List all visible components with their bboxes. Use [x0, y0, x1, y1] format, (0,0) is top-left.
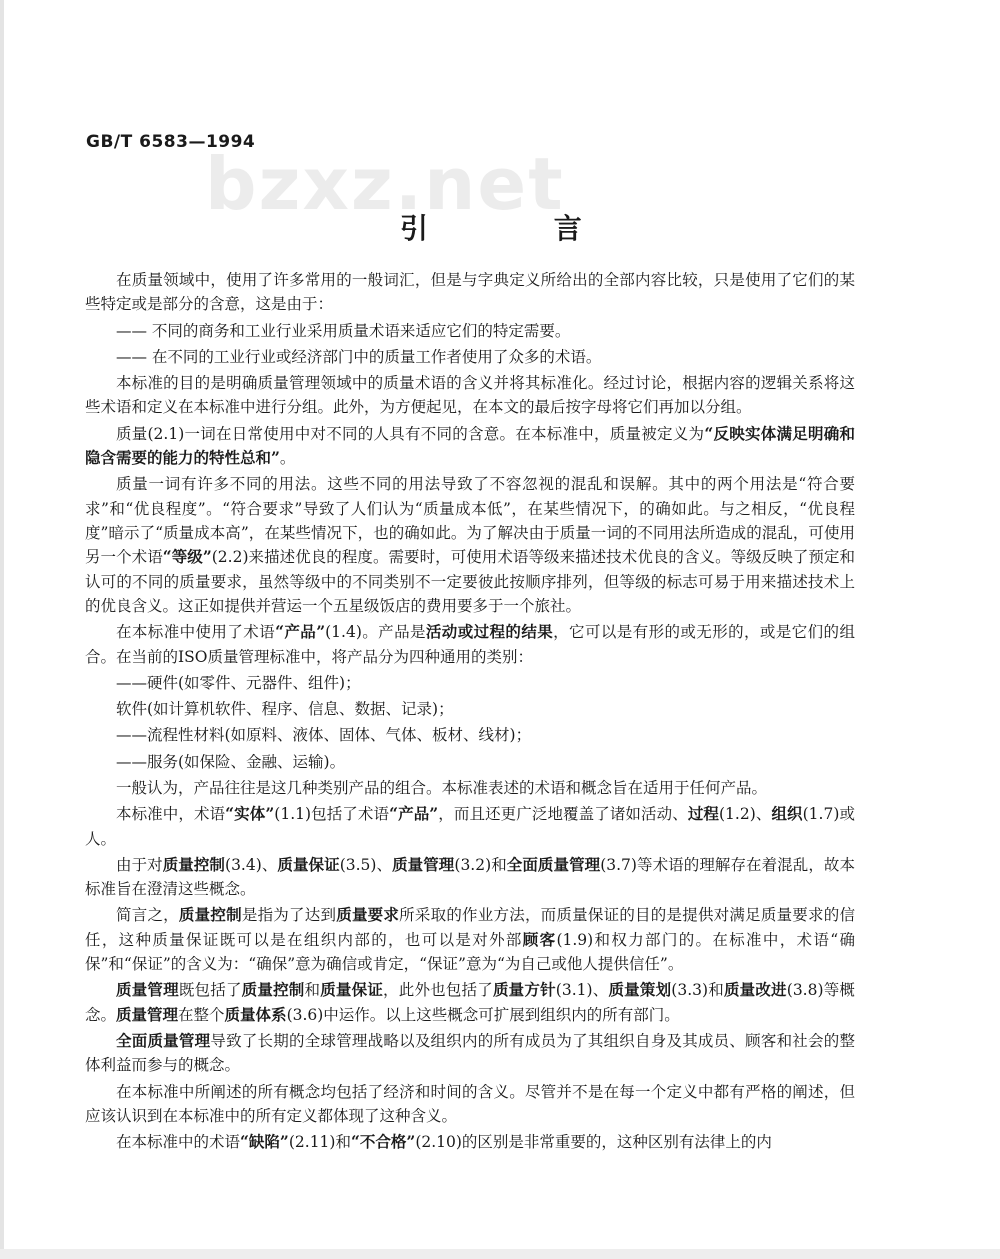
text-run: 软件(如计算机软件、程序、信息、数据、记录)； — [116, 700, 454, 719]
category-item-software — [85, 697, 855, 721]
text-run: ——流程性材料(如原料、液体、固体、气体、板材、线材)； — [116, 726, 532, 745]
term-bold: “实体” — [225, 804, 275, 824]
term-bold: “等级” — [162, 547, 212, 567]
text-run: 本标准的目的是明确质量管理领域中的质量术语的含义并将其标准化。经过讨论，根据内容的逻辑关系将这些术语和定义在本标准中进行分组。此外，为方便起见，在本文的最后按字母将它们再加以分组。 — [85, 374, 855, 417]
text-run: (3.3)和 — [671, 981, 724, 1000]
paragraph-purpose — [85, 371, 855, 420]
text-run: ，它可以是有形的或无形的，或是它们的组合。在当前的ISO质量管理标准中，将产品分为四种通用的类别： — [85, 623, 855, 666]
text-run: 既包括了 — [178, 981, 242, 1000]
paragraph-defect-nonconformity — [85, 1130, 855, 1154]
term-bold: 活动或过程的结果 — [425, 622, 554, 642]
text-run: (2.11)和 — [288, 1133, 351, 1152]
text-run: (3.4)、 — [225, 855, 278, 874]
term-bold: 质量要求 — [336, 905, 400, 925]
text-run: 导致了长期的全球管理战略以及组织内的所有成员为了其组织自身及其成员、顾客和社会的整体利益而参与的概念。 — [85, 1031, 855, 1075]
text-run: 在本标准中所阐述的所有概念均包括了经济和时间的含义。尽管并不是在每一个定义中都有严格的阐述，但应该认识到在本标准中的所有定义都体现了这种含义。 — [85, 1082, 855, 1125]
text-run: 简言之， — [116, 906, 179, 925]
text-run: ——服务(如保险、金融、运输)。 — [116, 752, 346, 771]
term-bold: 全面质量管理 — [506, 854, 601, 874]
paragraph-entity — [85, 802, 855, 851]
text-run: (3.7)等术语的理解存在着混乱，故本标准旨在澄清这些概念。 — [85, 855, 855, 899]
term-bold: 质量控制 — [178, 905, 242, 925]
text-run: 是指为了达到 — [241, 906, 337, 925]
term-bold: 过程 — [687, 804, 719, 824]
term-bold: 质量保证 — [320, 980, 384, 1000]
text-run: (1.9)和权力部门的。在标准中，术语“确保”和“保证”的含义为：“确保”意为确信或肯定，“保证”意为“为自己或他人提供信任”。 — [85, 930, 855, 974]
text-run: 质量一词有许多不同的用法。这些不同的用法导致了不容忽视的混乱和误解。其中的两个用法是“符合要求”和“优良程度”。“符合要求”导致了人们认为“质量成本低”，在某些情况下，的确如此。与之相反，“优良程度”暗示了“质量成本高”，在某些情况下，也的确如此。为了解决由于质量一词的不同用法所造成的混乱，可使用另一个术语 — [85, 475, 855, 567]
text-run: 在本标准中的术语 — [116, 1133, 241, 1152]
text-run: (1.7)或人。 — [85, 805, 855, 848]
term-bold: “不合格” — [350, 1132, 416, 1152]
text-run: ——硬件(如零件、元器件、组件)； — [116, 674, 361, 693]
text-run: (1.4)。产品是 — [325, 623, 426, 642]
text-run: (3.2)和 — [454, 855, 507, 874]
paragraph-quality-definition — [85, 422, 855, 471]
text-run: (3.6)中运作。以上这些概念可扩展到组织内的所有部门。 — [286, 1005, 680, 1024]
category-item-processed-materials — [85, 723, 855, 747]
term-bold: “缺陷” — [240, 1132, 289, 1152]
text-run: ，而且还更广泛地覆盖了诸如活动、 — [438, 805, 688, 824]
term-bold: 全面质量管理 — [116, 1030, 211, 1050]
paragraph-product-combination — [85, 776, 855, 800]
term-bold: “产品” — [389, 804, 439, 824]
term-bold: 质量方针 — [492, 980, 556, 1000]
paragraph-product — [85, 620, 855, 669]
text-run: 。 — [279, 449, 296, 468]
text-run: ，此外也包括了 — [383, 981, 493, 1000]
term-bold: 质量管理 — [116, 980, 179, 1000]
text-run: (2.10)的区别是非常重要的，这种区别有法律上的内 — [415, 1133, 772, 1152]
term-bold: 质量保证 — [277, 854, 340, 874]
term-bold: 质量控制 — [162, 854, 226, 874]
text-run: 本标准中，术语 — [116, 805, 226, 824]
term-bold: 质量控制 — [241, 980, 305, 1000]
text-run: (3.8)等概念。 — [85, 981, 855, 1024]
term-bold: “产品” — [275, 622, 326, 642]
page-edge-bottom — [0, 1249, 1000, 1259]
paragraph-economic-time — [85, 1080, 855, 1129]
text-run: (1.1)包括了术语 — [274, 805, 390, 824]
term-bold: 质量体系 — [224, 1004, 287, 1024]
text-run: 所采取的作业方法，而质量保证的目的是提供对满足质量要求的信任，这种质量保证既可以是在组织内部的，也可以是对外部 — [85, 906, 855, 949]
category-item-services — [85, 750, 855, 774]
term-bold: 质量管理 — [116, 1004, 179, 1024]
paragraph-intro — [85, 268, 855, 317]
dash-item-1 — [85, 319, 855, 343]
body-text — [85, 268, 855, 1156]
category-item-hardware — [85, 671, 855, 695]
text-run: 和 — [304, 981, 321, 1000]
page-edge-left — [0, 0, 4, 1259]
text-run: 在本标准中使用了术语 — [116, 623, 276, 642]
text-run: —— 在不同的工业行业或经济部门中的质量工作者使用了众多的术语。 — [116, 347, 602, 366]
text-run: 在质量领域中，使用了许多常用的一般词汇，但是与字典定义所给出的全部内容比较，只是使用了它们的某些特定或是部分的含意，这是由于： — [85, 271, 855, 314]
term-bold: 顾客 — [522, 929, 557, 949]
term-bold: 质量改进 — [723, 980, 787, 1000]
document-number: GB/T 6583—1994 — [86, 132, 256, 152]
text-run: (2.2)来描述优良的程度。需要时，可使用术语等级来描述技术优良的含义。等级反映了预定和认可的不同的质量要求，虽然等级中的不同类别不一定要彼此按顺序排列，但等级的标志可易于用来描述技术上的优良含义。这正如提供并营运一个五星级饭店的费用要多于一个旅社。 — [85, 548, 855, 616]
paragraph-quality-control — [85, 903, 855, 976]
text-run: (1.2)、 — [719, 805, 772, 824]
text-run: 由于对 — [116, 855, 163, 874]
paragraph-quality-management — [85, 978, 855, 1027]
text-run: —— 不同的商务和工业行业采用质量术语来适应它们的特定需要。 — [116, 321, 571, 340]
section-title: 引 言 — [400, 212, 640, 245]
term-bold: “反映实体满足明确和隐含需要的能力的特性总和” — [85, 423, 855, 468]
paragraph-quality-usage — [85, 472, 855, 618]
dash-item-2 — [85, 345, 855, 369]
text-run: (3.5)、 — [339, 855, 393, 874]
text-run: 一般认为，产品往往是这几种类别产品的组合。本标准表述的术语和概念旨在适用于任何产品。 — [116, 778, 768, 797]
text-run: 在整个 — [178, 1005, 225, 1024]
term-bold: 质量管理 — [392, 854, 455, 874]
watermark: bzxz.net — [205, 142, 565, 226]
text-run: (3.1)、 — [555, 981, 609, 1000]
paragraph-tqm — [85, 1029, 855, 1078]
term-bold: 组织 — [771, 804, 803, 824]
paragraph-confusion — [85, 853, 855, 902]
term-bold: 质量策划 — [608, 980, 672, 1000]
text-run: 质量(2.1)一词在日常使用中对不同的人具有不同的含意。在本标准中，质量被定义为 — [116, 424, 705, 443]
